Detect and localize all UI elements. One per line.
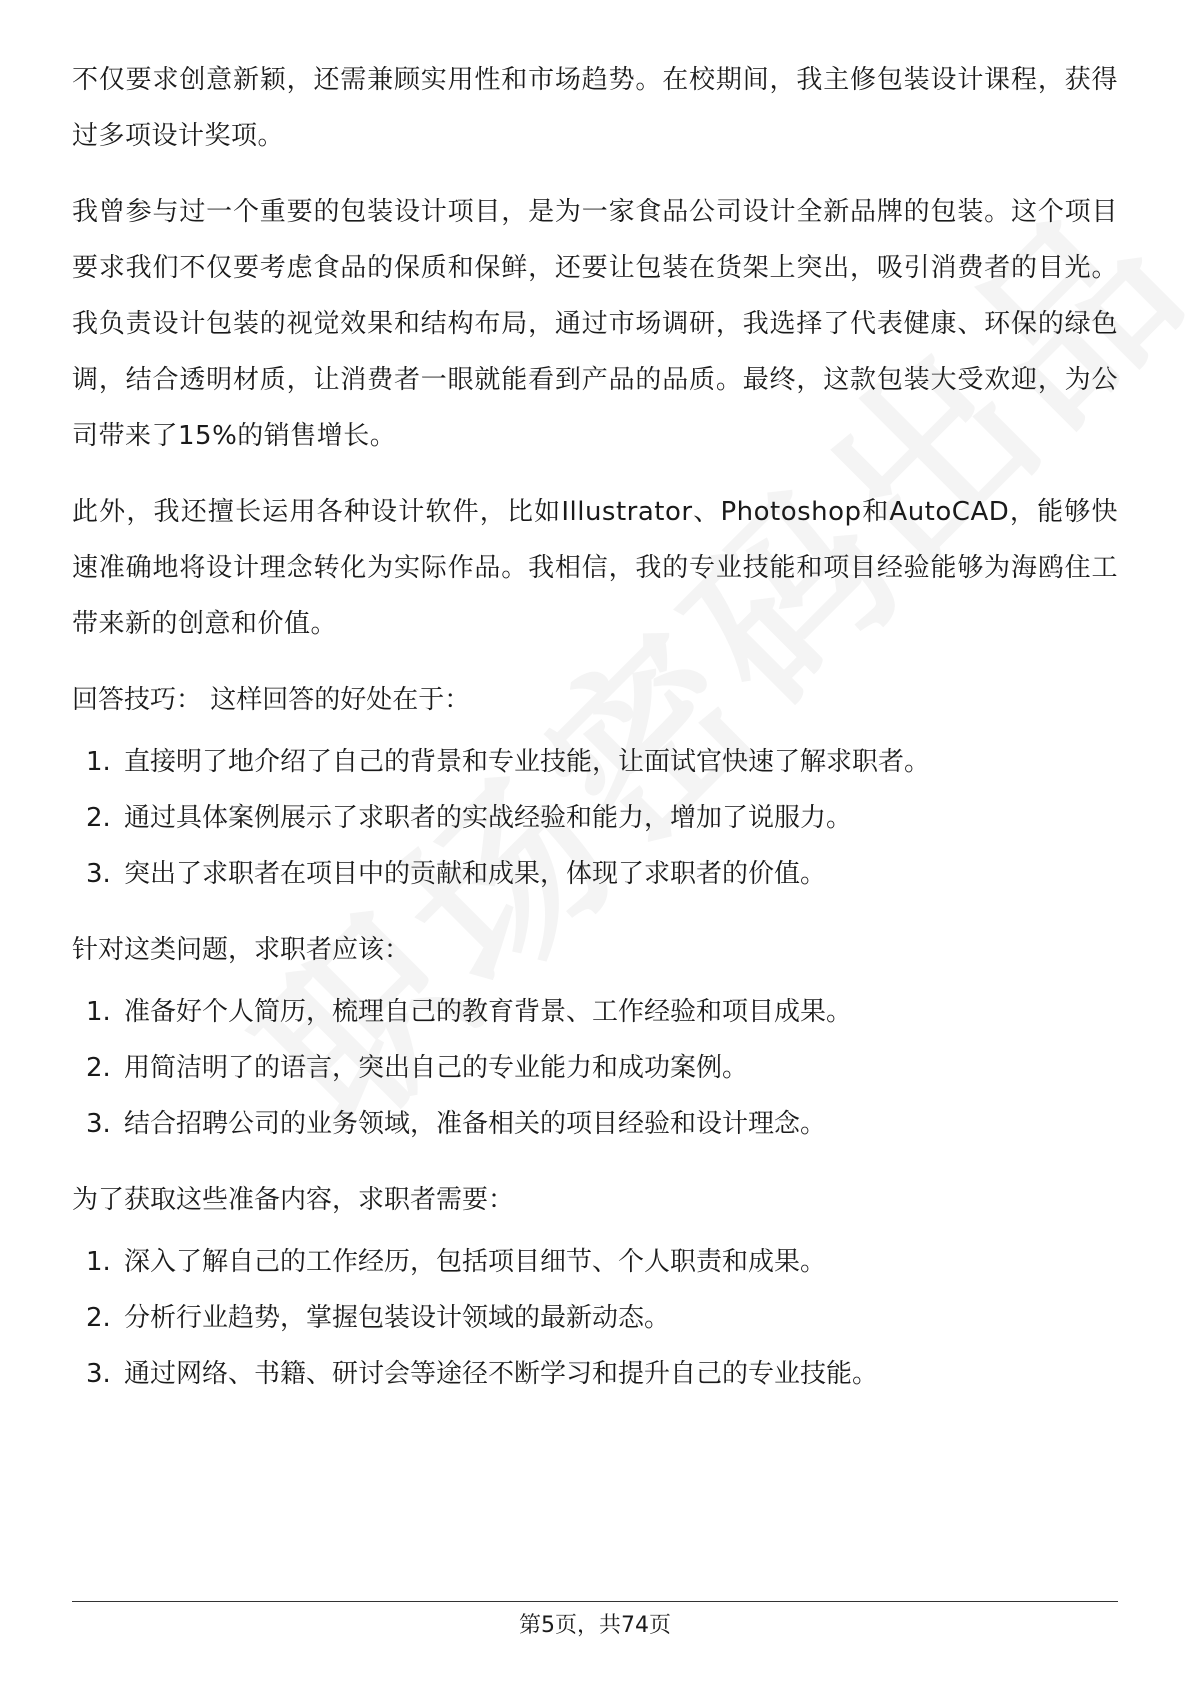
list-item	[72, 1096, 1118, 1152]
page-number: 第5页，共74页	[519, 1613, 671, 1638]
document-page	[72, 52, 1118, 1402]
list-number: 3.	[86, 1109, 111, 1139]
list-number: 2.	[86, 1053, 111, 1083]
should-list	[72, 984, 1118, 1152]
list-item-text: 准备好个人简历，梳理自己的教育背景、工作经验和项目成果。	[124, 997, 853, 1027]
paragraph-skills: 此外，我还擅长运用各种设计软件，比如Illustrator、Photoshop和AutoCAD，能够快速准确地将设计理念转化为实际作品。我相信，我的专业技能和项目经验能够为海鸥住工带来新的创意和价值。	[72, 497, 1118, 639]
list-item	[72, 734, 1118, 790]
list-item	[72, 1040, 1118, 1096]
need-list	[72, 1234, 1118, 1402]
paragraph-intro: 不仅要求创意新颖，还需兼顾实用性和市场趋势。在校期间，我主修包装设计课程，获得过多项设计奖项。	[72, 65, 1118, 151]
list-item-text: 通过具体案例展示了求职者的实战经验和能力，增加了说服力。	[124, 803, 853, 833]
list-number: 3.	[86, 859, 111, 889]
list-item-text: 通过网络、书籍、研讨会等途径不断学习和提升自己的专业技能。	[124, 1359, 879, 1389]
list-item	[72, 1234, 1118, 1290]
list-number: 1.	[86, 1247, 111, 1277]
list-item	[72, 846, 1118, 902]
list-number: 3.	[86, 1359, 111, 1389]
list-item-text: 用简洁明了的语言，突出自己的专业能力和成功案例。	[124, 1053, 749, 1083]
list-item-text: 突出了求职者在项目中的贡献和成果，体现了求职者的价值。	[124, 859, 827, 889]
list-number: 1.	[86, 747, 111, 777]
list-item	[72, 1290, 1118, 1346]
paragraph-project: 我曾参与过一个重要的包装设计项目，是为一家食品公司设计全新品牌的包装。这个项目要求我们不仅要考虑食品的保质和保鲜，还要让包装在货架上突出，吸引消费者的目光。我负责设计包装的视觉效果和结构布局，通过市场调研，我选择了代表健康、环保的绿色调，结合透明材质，让消费者一眼就能看到产品的品质。最终，这款包装大受欢迎，为公司带来了15%的销售增长。	[72, 197, 1118, 451]
footer-divider	[72, 1601, 1118, 1602]
list-item-text: 分析行业趋势，掌握包装设计领域的最新动态。	[124, 1303, 671, 1333]
list-item	[72, 984, 1118, 1040]
tips-list	[72, 734, 1118, 902]
section-heading-tips: 回答技巧： 这样回答的好处在于：	[72, 685, 471, 715]
list-number: 2.	[86, 803, 111, 833]
list-number: 1.	[86, 997, 111, 1027]
section-heading-should: 针对这类问题，求职者应该：	[72, 935, 411, 965]
list-item	[72, 790, 1118, 846]
list-item-text: 结合招聘公司的业务领域，准备相关的项目经验和设计理念。	[124, 1109, 827, 1139]
list-number: 2.	[86, 1303, 111, 1333]
section-heading-need: 为了获取这些准备内容，求职者需要：	[72, 1185, 515, 1215]
list-item-text: 直接明了地介绍了自己的背景和专业技能，让面试官快速了解求职者。	[124, 747, 931, 777]
list-item	[72, 1346, 1118, 1402]
list-item-text: 深入了解自己的工作经历，包括项目细节、个人职责和成果。	[124, 1247, 827, 1277]
